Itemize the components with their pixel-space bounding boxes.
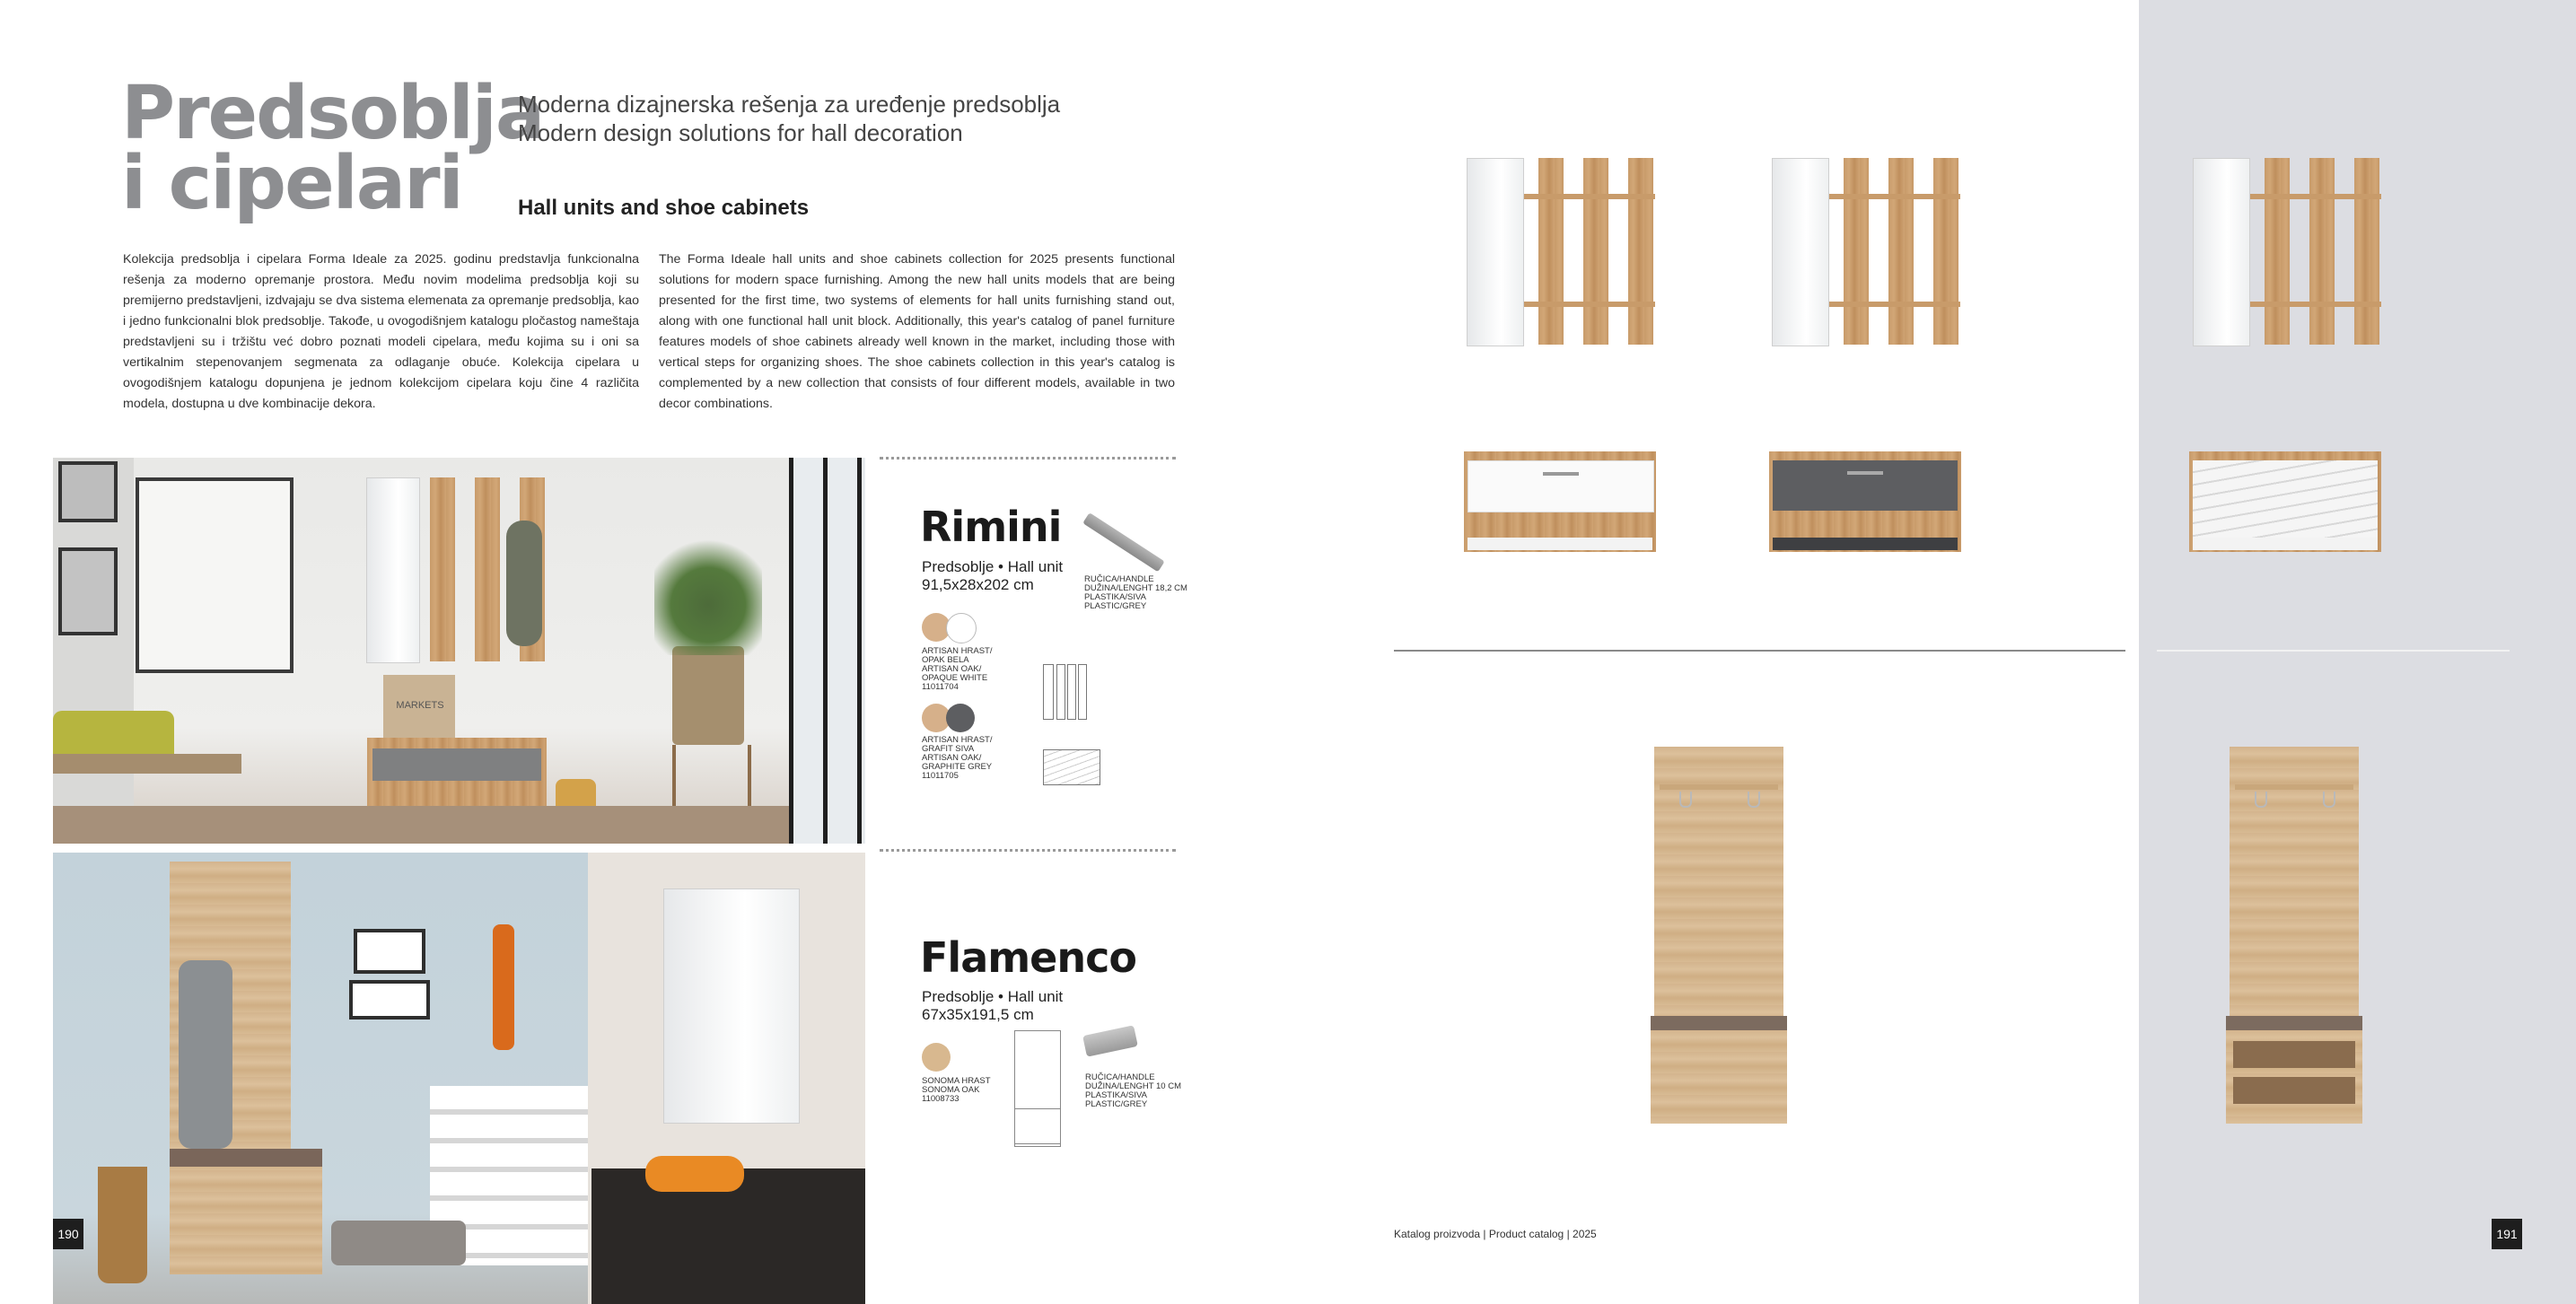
rimini-shoe-cabinet-graphite <box>1769 451 1961 552</box>
wood-panel <box>2309 158 2335 345</box>
flamenco-unit-open <box>2230 747 2364 1125</box>
right-page-number: 191 <box>2492 1219 2522 1249</box>
hook-icon <box>2323 792 2335 808</box>
orange-decor <box>493 924 514 1050</box>
wood-panel <box>2265 158 2290 345</box>
side-bench <box>53 754 241 774</box>
wood-panel <box>1538 158 1564 345</box>
hook-icon <box>2255 792 2267 808</box>
variant-text: OPAK BELA <box>922 655 969 665</box>
sonoma-oak-swatch[interactable] <box>922 1043 951 1072</box>
handle-text: PLASTIC/GREY <box>1085 1099 1148 1109</box>
flamenco-variant-text <box>922 1077 991 1104</box>
hook-icon <box>1748 792 1760 808</box>
handle-text: RUČICA/HANDLE <box>1084 574 1154 584</box>
wood-panel <box>430 477 455 661</box>
cabinet-base <box>1468 538 1652 550</box>
wall-picture <box>58 547 118 635</box>
drawer-handle <box>1847 471 1883 475</box>
flamenco-dimensions: 67x35x191,5 cm <box>922 1006 1034 1023</box>
rail <box>1829 302 1960 307</box>
variant-text: GRAFIT SIVA <box>922 744 975 754</box>
graphite-drawer-front <box>1773 460 1958 511</box>
hook-rail <box>1660 784 1778 790</box>
hanging-coat <box>179 960 232 1149</box>
section-heading: Hall units and shoe cabinets <box>518 196 810 220</box>
rimini-handle-info <box>1084 575 1187 611</box>
rug <box>331 1221 466 1265</box>
umbrella-stand <box>98 1167 147 1283</box>
left-page-number: 190 <box>53 1219 83 1249</box>
intro-text-serbian: Kolekcija predsoblja i cipelara Forma Ideale za 2025. godinu predstavlja funkcionalna rešenja za moderno opremanje prostora. Među novim modelima predsoblja koji su premijerno predstavljeni, izdvajaju se dva sistema elemenata za opremanje predsoblja, kao i jedno funkcionalni blok predsoblje. Takođe, u ovogodišnjem katalogu pločastog nameštaja predstavljeni su i tržištu već dobro poznati modeli cipelara, među kojima su i oni sa vertikalnim stepenovanjem segmenata za odlaganje obuće. Kolekcija cipelara u ovogodišnjem katalogu dopunjena je jednom kolekcijom cipelara koju čine 4 različita modela, dostupna u dve kombinacije dekora. <box>123 252 639 411</box>
page-title <box>121 71 544 226</box>
subtitle <box>518 90 1060 147</box>
plant <box>654 529 762 655</box>
shoe-cabinet <box>367 738 547 808</box>
handle-text: DUŽINA/LENGHT 10 CM <box>1085 1081 1181 1091</box>
rimini-shoe-cabinet-open <box>2189 451 2381 552</box>
hanging-coat <box>506 521 542 646</box>
handle-text: PLASTIC/GREY <box>1084 601 1147 611</box>
flamenco-product-type: Predsoblje • Hall unit <box>922 988 1064 1005</box>
rail <box>1829 194 1960 199</box>
rimini-product-name: Rimini <box>920 503 1062 551</box>
bag-label: MARKETS <box>396 700 444 711</box>
handle-text: PLASTIKA/SIVA <box>1085 1090 1147 1100</box>
title-line-2: i cipelari <box>121 141 462 226</box>
wood-panel <box>1844 158 1869 345</box>
cabinet-base <box>2193 538 2378 550</box>
black-window-frame <box>789 458 865 844</box>
rimini-variant-1-text <box>922 647 992 692</box>
hall-mirror <box>366 477 420 663</box>
handle-text: PLASTIKA/SIVA <box>1084 592 1146 602</box>
open-shoe-shelf <box>2226 1030 2362 1124</box>
bench-cushion <box>170 1149 322 1167</box>
mirror-panel <box>2193 158 2250 346</box>
handle-text: DUŽINA/LENGHT 18,2 CM <box>1084 583 1187 593</box>
rimini-wall-panel-grey-bg <box>2193 158 2381 346</box>
white-drawer-front <box>1468 460 1654 512</box>
dotted-divider <box>880 457 1176 459</box>
title-line-1: Predsoblja <box>121 71 544 156</box>
shelf-slot <box>2233 1041 2355 1068</box>
open-drawer-interior <box>2193 460 2378 538</box>
plant-pot <box>672 646 744 745</box>
seat-cushion <box>1651 1016 1787 1030</box>
framed-blueprint <box>136 477 294 673</box>
subtitle-english: Modern design solutions for hall decoration <box>518 119 963 146</box>
wall-mirror <box>663 888 800 1124</box>
variant-text: ARTISAN OAK/ <box>922 753 982 763</box>
floor <box>53 806 789 844</box>
rail <box>2250 194 2381 199</box>
drawer-handle <box>1543 472 1579 476</box>
rimini-wall-panel-graphite <box>1772 158 1960 346</box>
variant-text: GRAPHITE GREY <box>922 762 993 772</box>
hall-unit-line-drawing <box>1043 664 1088 720</box>
rimini-wall-panel-white <box>1467 158 1655 346</box>
wall-frame <box>354 929 425 974</box>
rimini-product-type: Predsoblje • Hall unit <box>922 558 1064 575</box>
closed-shoe-box <box>1651 1030 1787 1124</box>
wood-panel <box>1933 158 1958 345</box>
variant-text: ARTISAN HRAST/ <box>922 735 993 745</box>
mirror-panel <box>1467 158 1524 346</box>
grey-drawer-front <box>372 748 541 781</box>
rail <box>2250 302 2381 307</box>
graphite-grey-swatch[interactable] <box>946 704 975 732</box>
rail <box>1524 194 1655 199</box>
intro-text-english: The Forma Ideale hall units and shoe cabinets collection for 2025 presents functional solutions for modern space furnishing. Among the new hall units models that are being presented for the first time, two systems of elements for hall units furnishing stand out, along with one functional hall unit block. Additionally, this year's catalog of panel furniture features models of shoe cabinets already well known in the market, including those with vertical steps for organizing shoes. The shoe cabinets collection in this year's catalog is complemented by a new collection that consists of four different models, available in two decor combinations. <box>659 252 1175 411</box>
shopping-bag <box>383 675 455 738</box>
flamenco-line-drawing <box>1014 1030 1061 1147</box>
hook-icon <box>1679 792 1692 808</box>
section-divider <box>1394 650 2125 652</box>
variant-text: SONOMA HRAST <box>922 1076 991 1086</box>
wood-panel <box>475 477 500 661</box>
mirror-panel <box>1772 158 1829 346</box>
catalog-footer: Katalog proizvoda | Product catalog | 2025 <box>1394 1228 1597 1240</box>
variant-text: 11011704 <box>922 682 959 692</box>
dotted-divider <box>880 849 1176 852</box>
flamenco-room-photo <box>53 853 865 1304</box>
variant-text: ARTISAN HRAST/ <box>922 646 993 656</box>
wood-panel <box>1583 158 1608 345</box>
flamenco-handle-info <box>1085 1073 1181 1109</box>
wall-frame <box>349 980 430 1020</box>
rimini-shoe-cabinet-white <box>1464 451 1656 552</box>
rail <box>1524 302 1655 307</box>
opaque-white-swatch[interactable] <box>946 613 977 643</box>
rimini-room-photo <box>53 458 865 844</box>
wood-panel <box>2354 158 2379 345</box>
wall-picture <box>58 461 118 522</box>
wood-panel <box>1888 158 1914 345</box>
seat-cushion <box>2226 1016 2362 1030</box>
section-divider <box>2157 650 2510 652</box>
variant-text: OPAQUE WHITE <box>922 673 988 683</box>
flamenco-unit-closed <box>1654 747 1789 1125</box>
variant-text: ARTISAN OAK/ <box>922 664 982 674</box>
shoe-cabinet-line-drawing <box>1043 749 1100 785</box>
flamenco-product-name: Flamenco <box>920 933 1136 982</box>
shelf-slot <box>2233 1077 2355 1104</box>
handle-text: RUČICA/HANDLE <box>1085 1072 1155 1082</box>
subtitle-serbian: Moderna dizajnerska rešenja za uređenje predsoblja <box>518 91 1061 118</box>
rimini-variant-2-text <box>922 736 992 781</box>
variant-text: 11008733 <box>922 1094 959 1104</box>
hook-rail <box>2235 784 2353 790</box>
flamenco-bench <box>170 1149 322 1274</box>
orange-scarf <box>645 1156 744 1192</box>
wood-panel <box>1628 158 1653 345</box>
cabinet-base <box>1773 538 1958 550</box>
variant-text: SONOMA OAK <box>922 1085 980 1095</box>
rimini-dimensions: 91,5x28x202 cm <box>922 576 1034 593</box>
variant-text: 11011705 <box>922 771 959 781</box>
